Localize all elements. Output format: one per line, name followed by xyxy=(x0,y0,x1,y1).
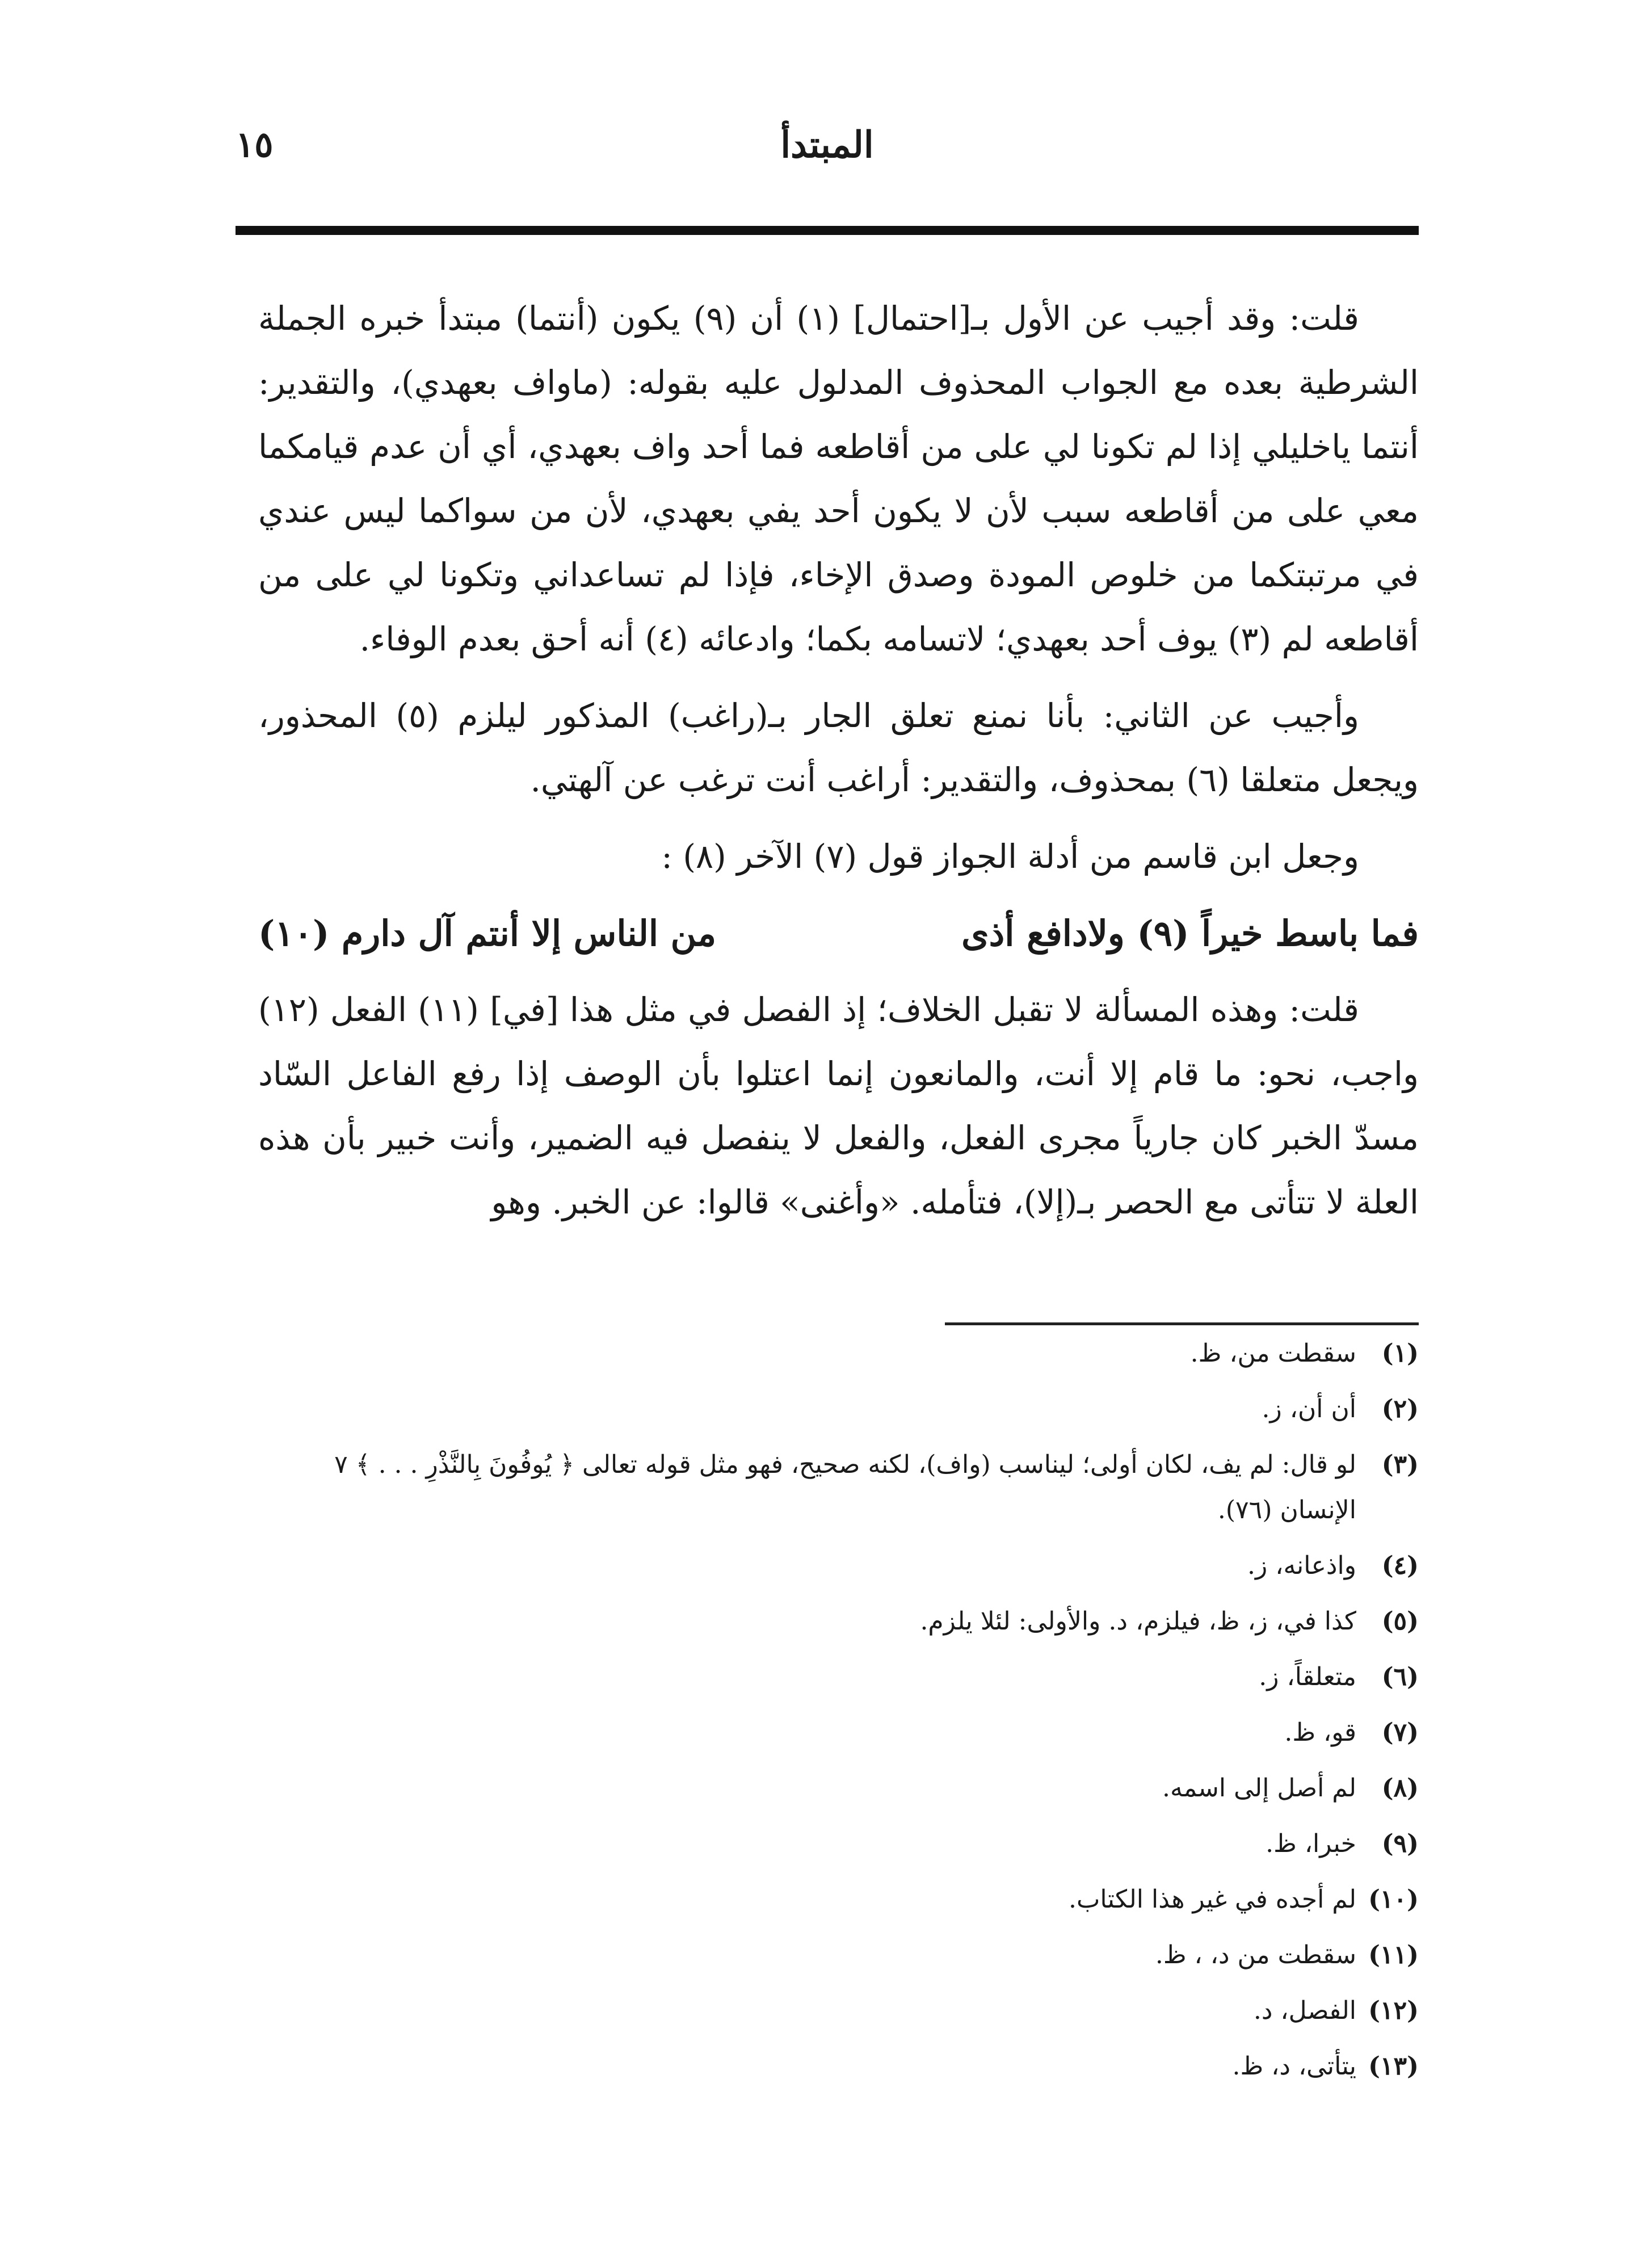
footnote xyxy=(258,1543,1419,1589)
footnote-number: (٣) xyxy=(1381,1450,1419,1479)
footnote-number: (٨) xyxy=(1381,1774,1419,1803)
footnote-number: (٦) xyxy=(1381,1662,1419,1691)
poetry-verse xyxy=(258,901,1419,965)
paragraph: قلت: وهذه المسألة لا تقبل الخلاف؛ إذ الفصل في مثل هذا [في] (١١) الفعل (١٢) واجب، نحو: ما قام إلا أنت، والمانعون إنما اعتلوا بأن الوصف إذا رفع الفاعل السّاد مسدّ الخبر كان جارياً مجرى الفعل، والفعل لا ينفصل فيه الضمير، وأنت خبير بأن هذه العلة لا تتأتى مع الحصر بـ(إلا)، فتأمله. «وأغنى» قالوا: عن الخبر. وهو xyxy=(258,990,1419,1221)
footnote xyxy=(258,1387,1419,1432)
footnote xyxy=(258,1442,1419,1533)
footnote xyxy=(258,1877,1419,1922)
footnote xyxy=(258,2044,1419,2089)
footnote-text: الفصل، د. xyxy=(1253,1996,1356,2025)
footnote-text: كذا في، ز، ظ، فيلزم، د. والأولى: لئلا يلزم. xyxy=(920,1607,1356,1636)
footnote-text: أن أن، ز. xyxy=(1262,1395,1356,1423)
footnote xyxy=(258,1821,1419,1867)
footnote-number: (٤) xyxy=(1381,1551,1419,1580)
page-number: ١٥ xyxy=(236,124,274,165)
verse-first-hemistich: فما باسط خيراً (٩) ولادافع أذى xyxy=(961,913,1419,954)
paragraph: وجعل ابن قاسم من أدلة الجواز قول (٧) الآخر (٨) : xyxy=(661,837,1359,876)
footnote-text: لم أصل إلى اسمه. xyxy=(1162,1774,1356,1803)
footnote xyxy=(258,1599,1419,1644)
footnote-number: (٥) xyxy=(1381,1607,1419,1636)
page-header xyxy=(236,124,1419,186)
footnote-text: قو، ظ. xyxy=(1284,1718,1356,1747)
footnote-text: واذعانه، ز. xyxy=(1247,1551,1356,1580)
footnote-text: لو قال: لم يف، لكان أولى؛ ليناسب (واف)، لكنه صحيح، فهو مثل قوله تعالى ﴿ يُوفُونَ بِالنَّذْرِ . . . ﴾ ٧ الإنسان (٧٦). xyxy=(334,1450,1356,1524)
header-rule xyxy=(236,226,1419,235)
verse-second-hemistich: من الناس إلا أنتم آل دارم (١٠) xyxy=(258,913,717,954)
footnote-text: لم أجده في غير هذا الكتاب. xyxy=(1068,1885,1356,1914)
footnote-number: (٩) xyxy=(1381,1829,1419,1858)
footnotes xyxy=(258,1331,1419,2099)
footnote xyxy=(258,1988,1419,2034)
footnote-text: خبرا، ظ. xyxy=(1266,1829,1356,1858)
footnote-number: (١١) xyxy=(1368,1941,1419,1969)
footnote-text: سقطت من د، ، ظ. xyxy=(1155,1941,1356,1969)
footnote xyxy=(258,1933,1419,1978)
footnote-text: يتأتى، د، ظ. xyxy=(1232,2052,1356,2081)
running-title: المبتدأ xyxy=(780,124,874,166)
footnote xyxy=(258,1654,1419,1700)
main-text xyxy=(258,287,1419,1247)
footnote-text: متعلقاً، ز. xyxy=(1259,1662,1356,1691)
footnote xyxy=(258,1766,1419,1811)
footnote-number: (٢) xyxy=(1381,1395,1419,1423)
paragraph: قلت: وقد أجيب عن الأول بـ[احتمال] (١) أن (٩) يكون (أنتما) مبتدأ خبره الجملة الشرطية بعده مع الجواب المحذوف المدلول عليه بقوله: (ماواف بعهدي)، والتقدير: أنتما ياخليلي إذا لم تكونا لي على من أقاطعه فما أحد واف بعهدي، أي أن عدم قيامكما معي على من أقاطعه سبب لأن لا يكون أحد يفي بعهدي، لأن من سواكما ليس عندي في مرتبتكما من خلوص المودة وصدق الإخاء، فإذا لم تساعداني وتكونا لي على من أقاطعه لم (٣) يوف أحد بعهدي؛ لاتسامه بكما؛ وادعائه (٤) أنه أحق بعدم الوفاء. xyxy=(258,299,1419,658)
footnote-number: (١٢) xyxy=(1368,1996,1419,2025)
footnote-number: (١٣) xyxy=(1368,2052,1419,2081)
footnote xyxy=(258,1710,1419,1755)
footnote-divider xyxy=(945,1322,1419,1325)
footnote-number: (١٠) xyxy=(1368,1885,1419,1914)
footnote xyxy=(258,1331,1419,1376)
footnote-text: سقطت من، ظ. xyxy=(1190,1339,1356,1368)
footnote-number: (١) xyxy=(1381,1339,1419,1368)
paragraph: وأجيب عن الثاني: بأنا نمنع تعلق الجار بـ(راغب) المذكور ليلزم (٥) المحذور، ويجعل متعلقا (٦) بمحذوف، والتقدير: أراغب أنت ترغب عن آلهتي. xyxy=(258,696,1419,799)
footnote-number: (٧) xyxy=(1381,1718,1419,1747)
